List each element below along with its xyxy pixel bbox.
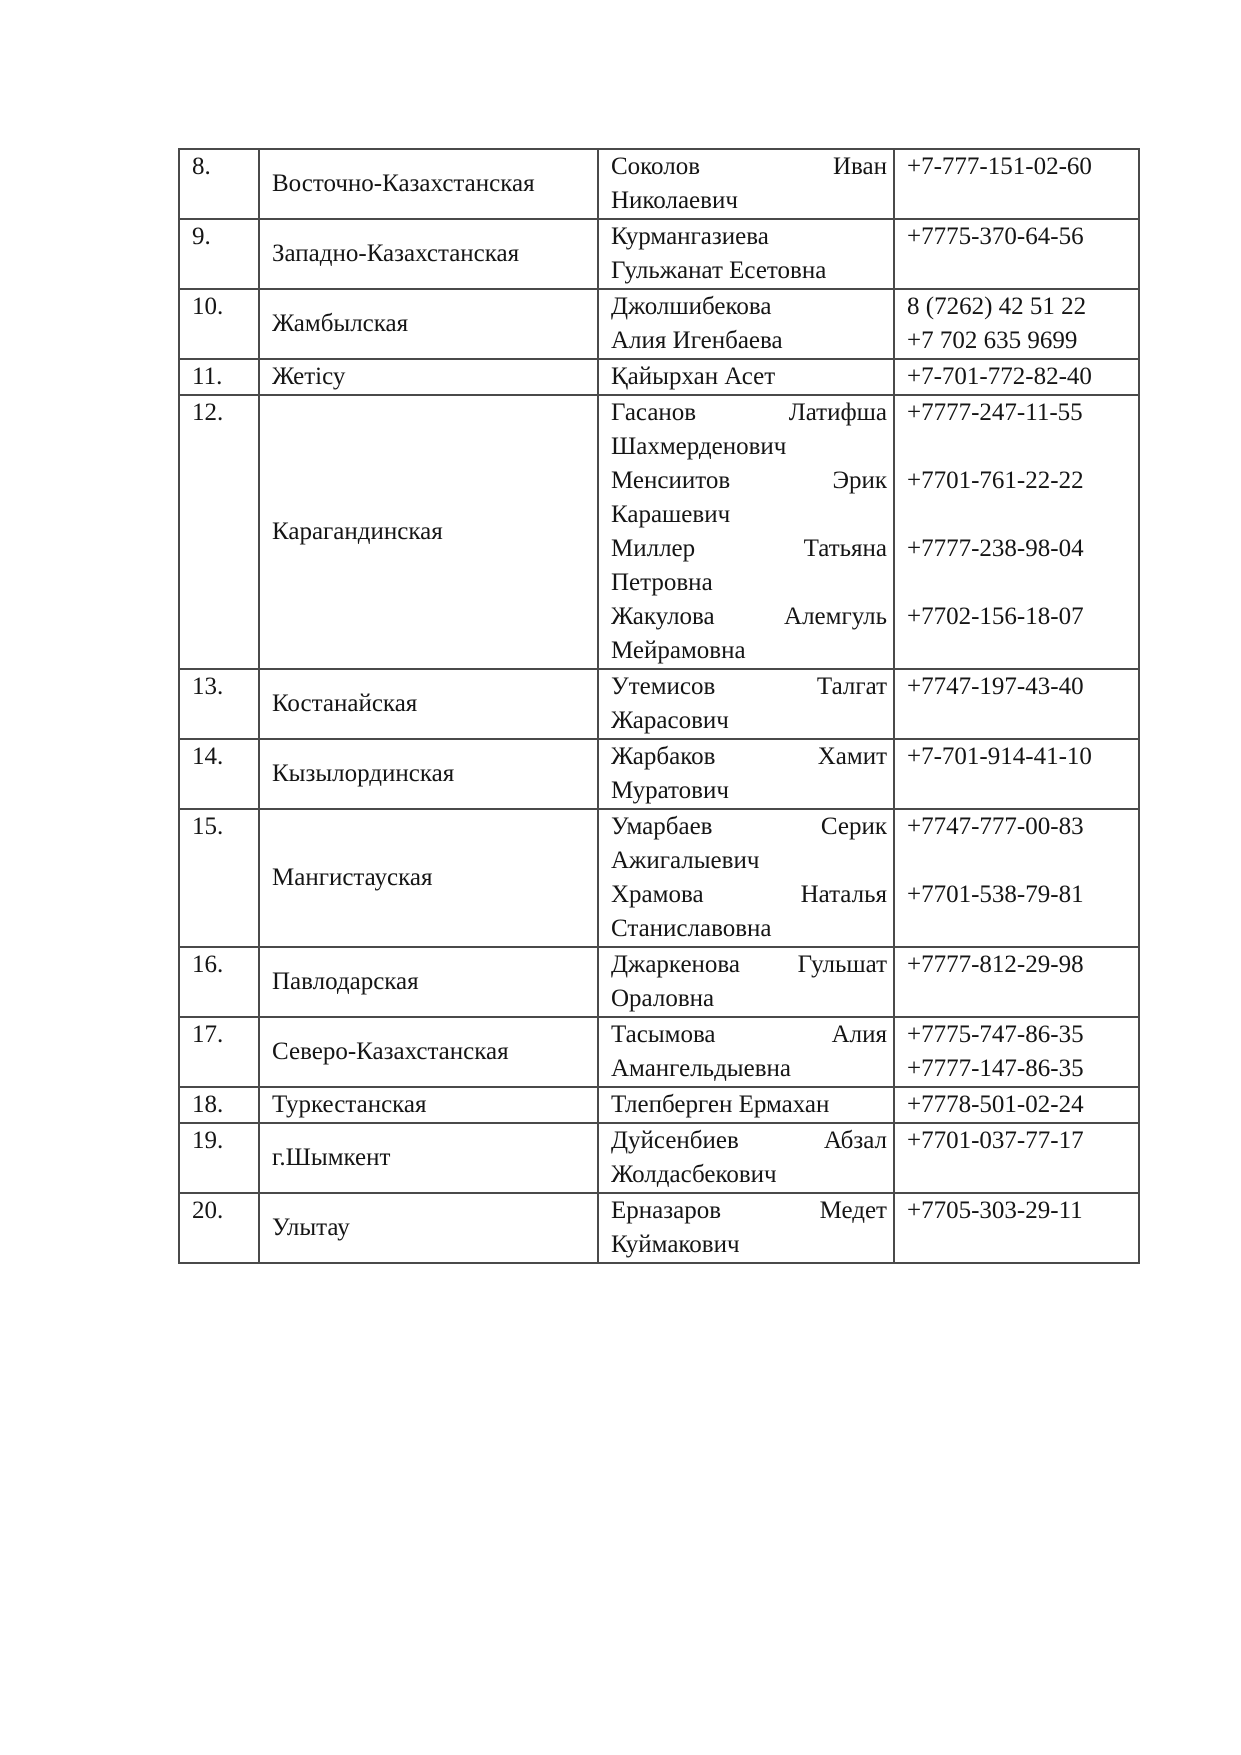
row-number-cell: 20.	[179, 1193, 259, 1263]
row-number-cell: 18.	[179, 1087, 259, 1123]
contact-name-line: Курмангазиева	[611, 223, 769, 250]
phone-number: +7747-777-00-83	[907, 813, 1084, 840]
contact-name-word: Эрик	[832, 467, 887, 494]
region-name: Улытау	[272, 1214, 350, 1241]
contact-name-line	[611, 670, 887, 704]
region-cell	[259, 149, 598, 219]
table-row	[179, 947, 1139, 1017]
contact-name-cell	[598, 739, 894, 809]
region-cell	[259, 1123, 598, 1193]
table-row	[179, 809, 1139, 947]
phone-cell	[894, 1193, 1139, 1263]
contact-name-line: Станиславовна	[611, 915, 772, 942]
contact-name-word: Алемгуль	[784, 603, 887, 630]
phone-number: +7702-156-18-07	[907, 603, 1084, 630]
contact-name-line: Ораловна	[611, 985, 715, 1012]
row-number-cell: 12.	[179, 395, 259, 669]
phone-number: +7701-037-77-17	[907, 1127, 1084, 1154]
region-name: г.Шымкент	[272, 1144, 391, 1171]
table-row	[179, 219, 1139, 289]
phone-cell	[894, 359, 1139, 395]
region-cell	[259, 219, 598, 289]
region-name: Мангистауская	[272, 864, 433, 891]
contact-name-word: Наталья	[800, 881, 887, 908]
phone-cell	[894, 1017, 1139, 1087]
row-number-cell: 8.	[179, 149, 259, 219]
contact-name-line: Амангельдыевна	[611, 1055, 791, 1082]
phone-cell	[894, 395, 1139, 669]
contact-name-cell	[598, 359, 894, 395]
contact-name-word: Утемисов	[611, 673, 716, 700]
row-number-cell: 15.	[179, 809, 259, 947]
contact-name-line	[611, 464, 887, 498]
table-row	[179, 395, 1139, 669]
phone-number: +7 702 635 9699	[907, 327, 1078, 354]
contact-name-word: Ерназаров	[611, 1197, 722, 1224]
row-number-cell: 13.	[179, 669, 259, 739]
phone-cell	[894, 739, 1139, 809]
table-row	[179, 1193, 1139, 1263]
row-number-cell: 17.	[179, 1017, 259, 1087]
contact-name-line: Тлепберген Ермахан	[611, 1091, 830, 1118]
phone-spacer	[907, 498, 1132, 532]
phone-number: +7777-238-98-04	[907, 535, 1084, 562]
phone-number: +7775-370-64-56	[907, 223, 1084, 250]
contact-name-line: Шахмерденович	[611, 433, 787, 460]
contact-name-line: Джолшибекова	[611, 293, 772, 320]
table-row	[179, 1087, 1139, 1123]
phone-number: +7701-538-79-81	[907, 881, 1084, 908]
contact-name-word: Иван	[832, 153, 887, 180]
contact-name-line	[611, 810, 887, 844]
region-name: Западно-Казахстанская	[272, 240, 520, 267]
phone-cell	[894, 809, 1139, 947]
contact-name-cell	[598, 669, 894, 739]
phone-cell	[894, 149, 1139, 219]
contact-name-word: Абзал	[823, 1127, 887, 1154]
phone-cell	[894, 219, 1139, 289]
contact-name-line: Жарасович	[611, 707, 729, 734]
contact-name-line: Николаевич	[611, 187, 738, 214]
phone-cell	[894, 1087, 1139, 1123]
regional-contacts-table	[178, 148, 1140, 1264]
row-number-cell: 14.	[179, 739, 259, 809]
region-name: Костанайская	[272, 690, 418, 717]
row-number-cell: 10.	[179, 289, 259, 359]
region-cell	[259, 289, 598, 359]
region-cell	[259, 1017, 598, 1087]
phone-cell	[894, 669, 1139, 739]
region-name: Жетісу	[272, 363, 346, 390]
phone-number: +7777-812-29-98	[907, 951, 1084, 978]
table-row	[179, 359, 1139, 395]
region-name: Северо-Казахстанская	[272, 1038, 509, 1065]
phone-number: +7-777-151-02-60	[907, 153, 1092, 180]
phone-spacer	[907, 430, 1132, 464]
contact-name-word: Дуйсенбиев	[611, 1127, 739, 1154]
contact-name-line: Петровна	[611, 569, 713, 596]
phone-number: +7777-147-86-35	[907, 1055, 1084, 1082]
contact-name-word: Соколов	[611, 153, 701, 180]
contact-name-line: Мейрамовна	[611, 637, 746, 664]
contact-name-line	[611, 878, 887, 912]
region-name: Восточно-Казахстанская	[272, 170, 535, 197]
row-number-cell: 11.	[179, 359, 259, 395]
contact-name-word: Жарбаков	[611, 743, 716, 770]
contact-name-word: Серик	[820, 813, 887, 840]
contact-name-cell	[598, 1123, 894, 1193]
contact-name-line	[611, 600, 887, 634]
contact-name-line: Жолдасбекович	[611, 1161, 777, 1188]
phone-number: +7775-747-86-35	[907, 1021, 1084, 1048]
contact-name-word: Медет	[819, 1197, 887, 1224]
contact-name-line: Куймакович	[611, 1231, 740, 1258]
phone-spacer	[907, 844, 1132, 878]
table-body	[179, 149, 1139, 1263]
row-number-cell: 16.	[179, 947, 259, 1017]
table-row	[179, 1017, 1139, 1087]
region-cell	[259, 1193, 598, 1263]
contact-name-word: Латифша	[788, 399, 887, 426]
region-cell	[259, 1087, 598, 1123]
region-name: Павлодарская	[272, 968, 419, 995]
table-row	[179, 669, 1139, 739]
contact-name-word: Умарбаев	[611, 813, 713, 840]
contact-name-line	[611, 532, 887, 566]
contact-name-line: Ажигалыевич	[611, 847, 760, 874]
contact-name-cell	[598, 289, 894, 359]
region-cell	[259, 739, 598, 809]
contact-name-word: Тасымова	[611, 1021, 716, 1048]
contact-name-line	[611, 740, 887, 774]
phone-number: +7747-197-43-40	[907, 673, 1084, 700]
contact-name-cell	[598, 947, 894, 1017]
region-name: Кызылординская	[272, 760, 455, 787]
row-number-cell: 9.	[179, 219, 259, 289]
contact-name-word: Хамит	[817, 743, 887, 770]
contact-name-word: Татьяна	[803, 535, 887, 562]
row-number-cell: 19.	[179, 1123, 259, 1193]
contact-name-line	[611, 150, 887, 184]
contact-name-cell	[598, 1193, 894, 1263]
contact-name-word: Гасанов	[611, 399, 697, 426]
contact-name-word: Храмова	[611, 881, 704, 908]
contact-name-line	[611, 1194, 887, 1228]
phone-number: +7-701-914-41-10	[907, 743, 1092, 770]
region-cell	[259, 395, 598, 669]
phone-cell	[894, 289, 1139, 359]
contact-name-word: Миллер	[611, 535, 696, 562]
phone-number: +7778-501-02-24	[907, 1091, 1084, 1118]
contact-name-line: Карашевич	[611, 501, 731, 528]
phone-cell	[894, 1123, 1139, 1193]
contact-name-word: Джаркенова	[611, 951, 740, 978]
contact-name-line	[611, 1124, 887, 1158]
phone-number: +7701-761-22-22	[907, 467, 1084, 494]
contact-name-cell	[598, 1017, 894, 1087]
region-cell	[259, 359, 598, 395]
table-row	[179, 739, 1139, 809]
contact-name-line: Гульжанат Есетовна	[611, 257, 827, 284]
contact-name-cell	[598, 219, 894, 289]
contact-name-word: Жакулова	[611, 603, 715, 630]
phone-number: 8 (7262) 42 51 22	[907, 293, 1087, 320]
contact-name-cell	[598, 1087, 894, 1123]
contact-name-line	[611, 948, 887, 982]
contact-name-line	[611, 396, 887, 430]
region-name: Карагандинская	[272, 518, 443, 545]
table-row	[179, 289, 1139, 359]
table-row	[179, 1123, 1139, 1193]
contact-name-word: Талгат	[816, 673, 887, 700]
region-name: Жамбылская	[272, 310, 409, 337]
contact-name-word: Гульшат	[797, 951, 887, 978]
phone-cell	[894, 947, 1139, 1017]
contact-name-cell	[598, 395, 894, 669]
phone-number: +7-701-772-82-40	[907, 363, 1092, 390]
region-cell	[259, 669, 598, 739]
contact-name-line: Қайырхан Асет	[611, 363, 776, 390]
phone-number: +7705-303-29-11	[907, 1197, 1083, 1224]
contact-name-line: Муратович	[611, 777, 729, 804]
region-name: Туркестанская	[272, 1091, 427, 1118]
table-row	[179, 149, 1139, 219]
region-cell	[259, 947, 598, 1017]
region-cell	[259, 809, 598, 947]
contact-name-line: Алия Игенбаева	[611, 327, 783, 354]
contact-name-word: Алия	[831, 1021, 887, 1048]
phone-number: +7777-247-11-55	[907, 399, 1083, 426]
contact-name-line	[611, 1018, 887, 1052]
phone-spacer	[907, 566, 1132, 600]
contact-name-word: Менсиитов	[611, 467, 731, 494]
contact-name-cell	[598, 149, 894, 219]
contact-name-cell	[598, 809, 894, 947]
